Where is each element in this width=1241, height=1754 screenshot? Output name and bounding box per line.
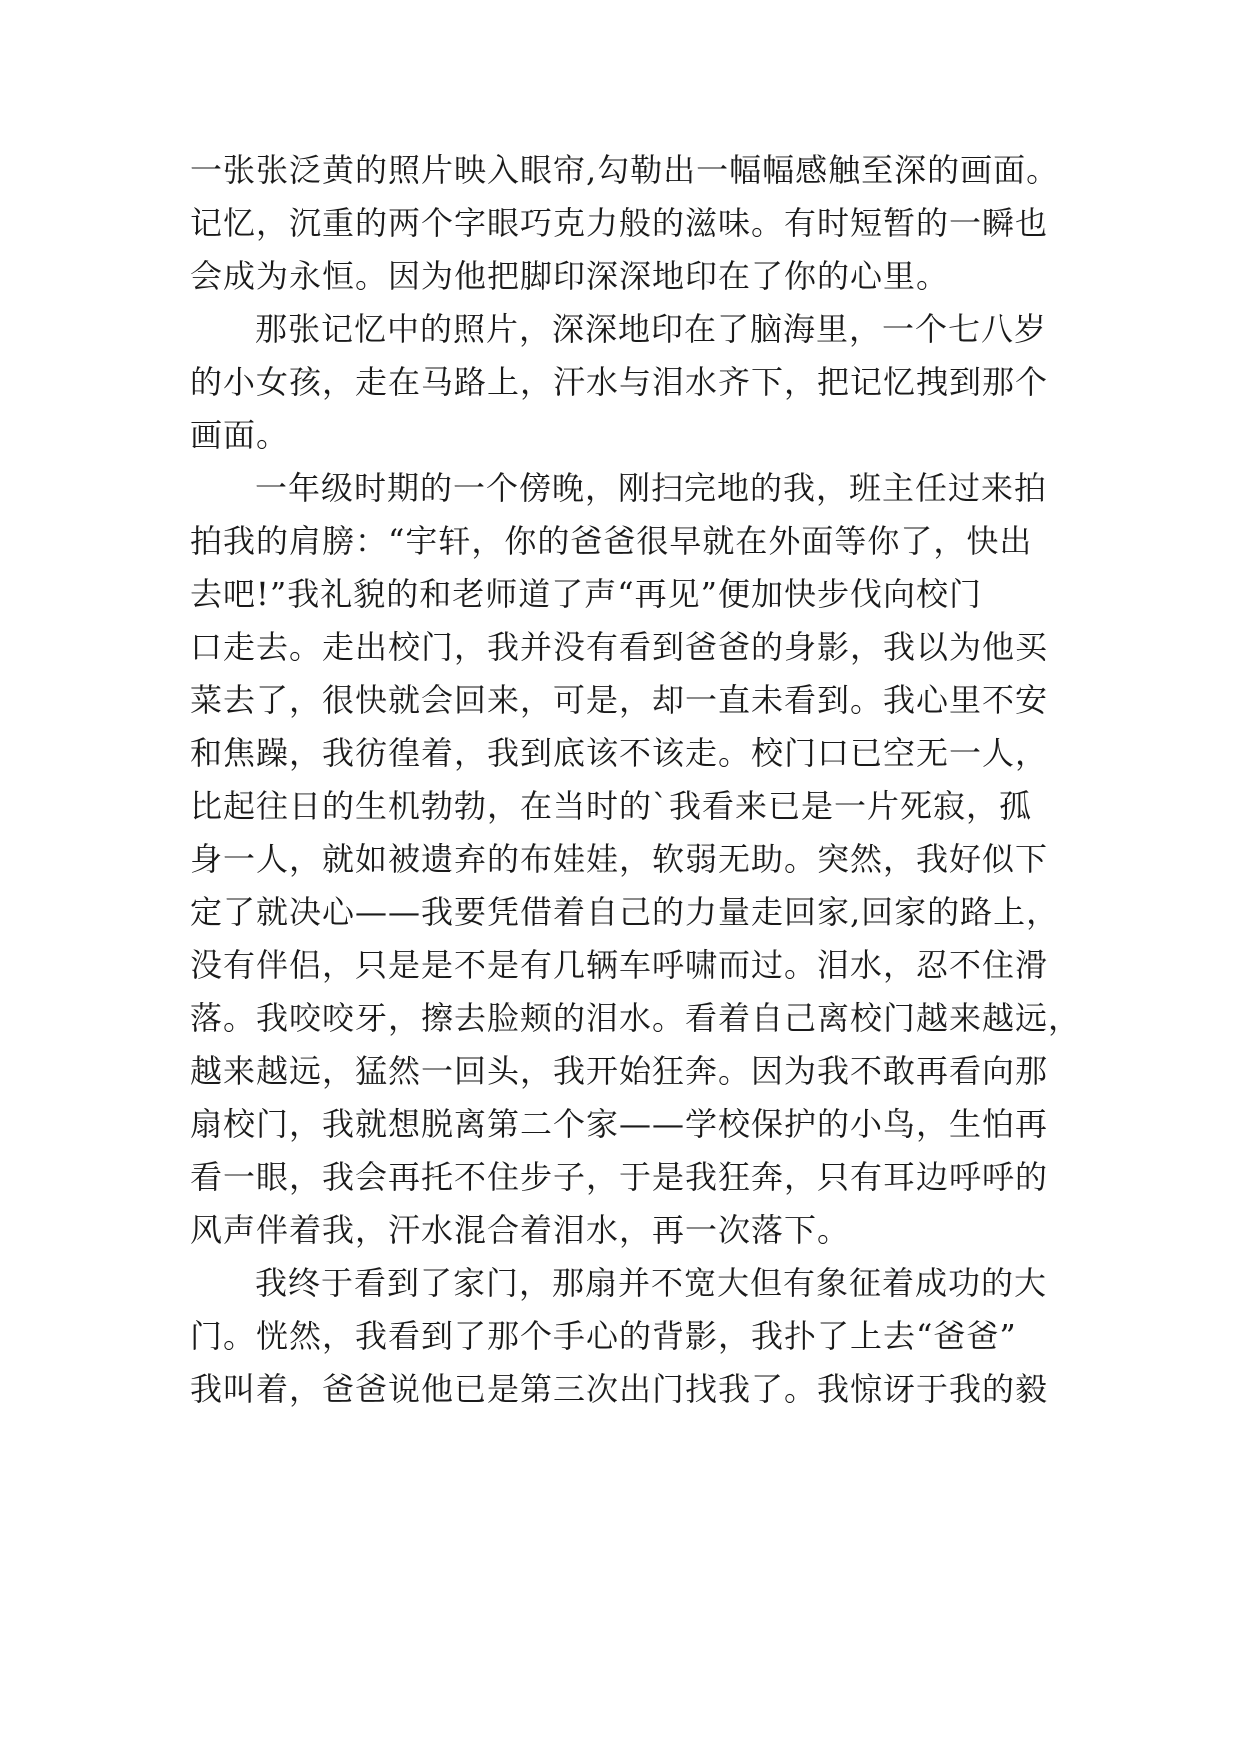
- text-line: 越来越远，猛然一回头，我开始狂奔。因为我不敢再看向那: [190, 1052, 1049, 1090]
- text-line: 扇校门，我就想脱离第二个家——学校保护的小鸟，生怕再: [190, 1105, 1049, 1143]
- text-line: 一张张泛黄的照片映入眼帘,勾勒出一幅幅感触至深的画面。: [190, 151, 1060, 189]
- text-line: 拍我的肩膀：“宇轩，你的爸爸很早就在外面等你了，快出: [190, 522, 1033, 560]
- text-line: 去吧!”我礼貌的和老师道了声“再见”便加快步伐向校门: [190, 575, 982, 613]
- text-line: 定了就决心——我要凭借着自己的力量走回家,回家的路上，: [190, 893, 1060, 931]
- text-line: 落。我咬咬牙，擦去脸颊的泪水。看着自己离校门越来越远，: [190, 999, 1082, 1037]
- text-line: 菜去了，很快就会回来，可是，却一直未看到。我心里不安: [190, 681, 1049, 719]
- text-line: 门。恍然，我看到了那个手心的背影，我扑了上去“爸爸”: [190, 1317, 1017, 1355]
- text-line: 看一眼，我会再托不住步子，于是我狂奔，只有耳边呼呼的: [190, 1158, 1049, 1196]
- text-line: 记忆，沉重的两个字眼巧克力般的滋味。有时短暂的一瞬也: [190, 204, 1049, 242]
- text-line: 会成为永恒。因为他把脚印深深地印在了你的心里。: [190, 257, 950, 295]
- text-line: 比起往日的生机勃勃，在当时的`我看来已是一片死寂，孤: [190, 787, 1033, 825]
- text-line: 身一人，就如被遗弃的布娃娃，软弱无助。突然，我好似下: [190, 840, 1049, 878]
- text-line: 口走去。走出校门，我并没有看到爸爸的身影，我以为他买: [190, 628, 1049, 666]
- paragraph-first-line: 那张记忆中的照片，深深地印在了脑海里，一个七八岁: [255, 310, 1048, 348]
- text-line: 和焦躁，我彷徨着，我到底该不该走。校门口已空无一人，: [190, 734, 1049, 772]
- text-line: 没有伴侣，只是是不是有几辆车呼啸而过。泪水，忍不住滑: [190, 946, 1049, 984]
- paragraph-first-line: 一年级时期的一个傍晚，刚扫完地的我，班主任过来拍: [255, 469, 1048, 507]
- text-line: 我叫着，爸爸说他已是第三次出门找我了。我惊讶于我的毅: [190, 1370, 1049, 1408]
- text-line: 风声伴着我，汗水混合着泪水，再一次落下。: [190, 1211, 851, 1249]
- text-line: 的小女孩，走在马路上，汗水与泪水齐下，把记忆拽到那个: [190, 363, 1049, 401]
- paragraph-first-line: 我终于看到了家门，那扇并不宽大但有象征着成功的大: [255, 1264, 1048, 1302]
- text-line: 画面。: [190, 416, 290, 454]
